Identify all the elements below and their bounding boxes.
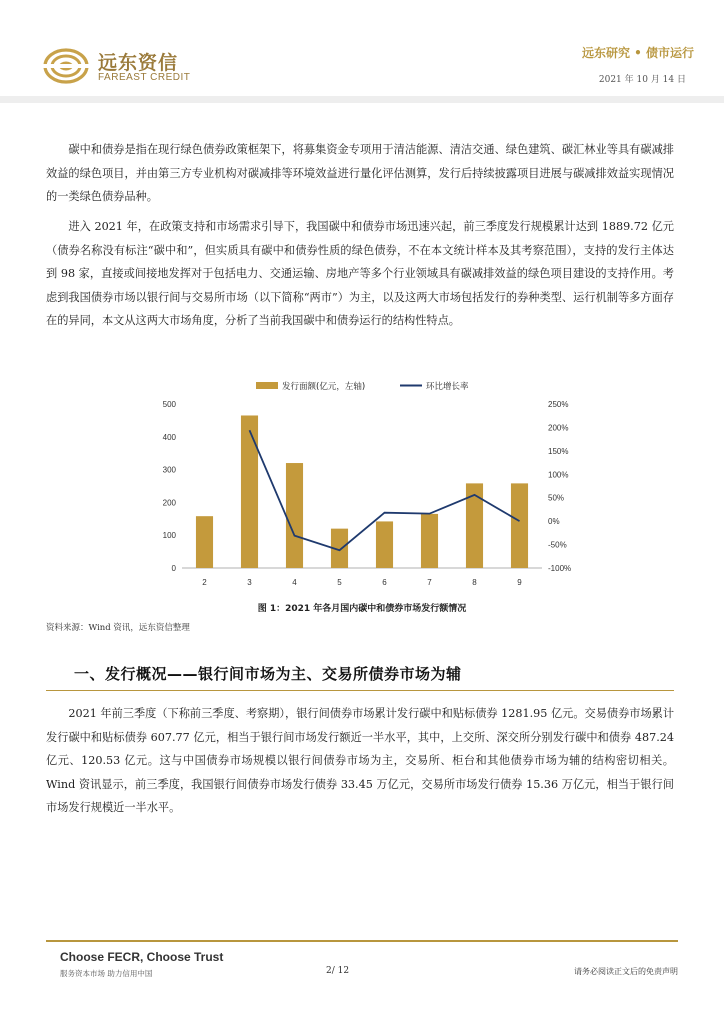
- legend-line-label: 环比增长率: [426, 382, 469, 392]
- footer-slogan: Choose FECR, Choose Trust: [60, 950, 224, 964]
- legend-bar-label: 发行面额(亿元，左轴): [282, 382, 366, 392]
- data-source-note: 资料来源：Wind 资讯，远东资信整理: [46, 623, 190, 633]
- footer-subtitle: 服务资本市场 助力信用中国: [60, 969, 153, 978]
- x-axis-tick-label: 4: [292, 578, 297, 587]
- issuance-chart: [150, 372, 580, 600]
- left-axis-tick-label: 200: [162, 498, 176, 508]
- right-axis-tick-label: 0%: [548, 517, 560, 527]
- bar-9: [511, 483, 528, 568]
- bar-2: [196, 516, 213, 568]
- right-axis-tick-label: 250%: [548, 400, 569, 409]
- intro-paragraph: 碳中和债券是指在现行绿色债券政策框架下，将募集资金专项用于清洁能源、清洁交通、绿色建筑、碳汇林业等具有碳减排效益的绿色项目，并由第三方专业机构对碳减排等环境效益进行量化评估测算，发行后持续披露项目进展与碳减排效益实现情况的一类绿色债券品种。: [46, 143, 674, 203]
- section-title: 一、发行概况——银行间市场为主、交易所债券市场为辅: [74, 665, 462, 683]
- section-divider: [46, 690, 674, 691]
- x-axis-tick-label: 3: [247, 578, 252, 587]
- fareast-logo-icon: [42, 46, 90, 86]
- x-axis-tick-label: 8: [472, 578, 477, 587]
- context-paragraph: 进入 2021 年，在政策支持和市场需求引导下，我国碳中和债券市场迅速兴起，前三季度发行规模累计达到 1889.72 亿元（债券名称没有标注“碳中和”，但实质具有碳中和债券性质的绿色债券，不在本文统计样本及其考察范围），支持的发行主体达到 98 家，直接或间接地发挥对于包括电力、交通运输、房地产等多个行业领域具有碳减排效益的绿色项目建设的支持作用。考虑到我国债券市场以银行间与交易所市场（以下简称“两市”）为主，以及这两大市场包括发行的券种类型、运行机制等多方面存在的异同，本文从这两大市场角度，分析了当前我国碳中和债券运行的结构性特点。: [46, 220, 674, 327]
- bar-8: [466, 483, 483, 568]
- x-axis-tick-label: 2: [202, 578, 207, 587]
- issuance-overview-paragraph: 2021 年前三季度（下称前三季度、考察期），银行间债券市场累计发行碳中和贴标债券 1281.95 亿元。交易债券市场累计发行碳中和贴标债券 607.77 亿元，相当于银行间市场发行额近一半水平，其中，上交所、深交所分别发行碳中和债券 487.24 亿元、120.53 亿元。这与中国债券市场规模以银行间债券市场为主，交易所、柜台和其他债券市场为辅的结构密切相关。Wind 资讯显示，前三季度，我国银行间债券市场发行债券 33.45 万亿元，交易所市场发行债券 15.36 万亿元，相当于银行间市场发行规模近一半水平。: [46, 707, 675, 814]
- right-axis-tick-label: 100%: [548, 470, 569, 480]
- left-axis-tick-label: 300: [162, 465, 176, 475]
- left-axis-tick-label: 0: [171, 564, 176, 573]
- x-axis-tick-label: 9: [517, 578, 522, 587]
- report-series-label: 远东研究 • 债市运行: [581, 46, 694, 60]
- bar-3: [241, 415, 258, 568]
- legend-bar-swatch: [256, 382, 278, 389]
- bar-4: [286, 463, 303, 568]
- right-axis-tick-label: -50%: [548, 540, 567, 550]
- x-axis-tick-label: 7: [427, 578, 432, 587]
- left-axis-tick-label: 400: [162, 432, 176, 442]
- report-date: 2021 年 10 月 14 日: [598, 75, 686, 85]
- page-header: [0, 0, 724, 110]
- figure-caption: 图 1：2021 年各月国内碳中和债券市场发行额情况: [257, 604, 467, 614]
- x-axis-tick-label: 5: [337, 578, 342, 587]
- logo-english-name: FAREAST CREDIT: [98, 72, 191, 83]
- right-axis-tick-label: 200%: [548, 423, 569, 433]
- footer-divider: [46, 940, 678, 942]
- page-number: 2/ 12: [326, 966, 350, 976]
- left-axis-tick-label: 500: [162, 400, 176, 409]
- logo-chinese-name: 远东资信: [98, 52, 179, 74]
- bar-6: [376, 521, 393, 568]
- header-divider: [0, 96, 724, 103]
- issuance-chart-svg: [150, 372, 580, 600]
- disclaimer-note: 请务必阅读正文后的免责声明: [574, 967, 678, 976]
- right-axis-tick-label: 50%: [548, 493, 565, 503]
- left-axis-tick-label: 100: [162, 531, 176, 541]
- right-axis-tick-label: 150%: [548, 446, 569, 456]
- bar-7: [421, 514, 438, 568]
- x-axis-tick-label: 6: [382, 578, 387, 587]
- right-axis-tick-label: -100%: [548, 564, 572, 573]
